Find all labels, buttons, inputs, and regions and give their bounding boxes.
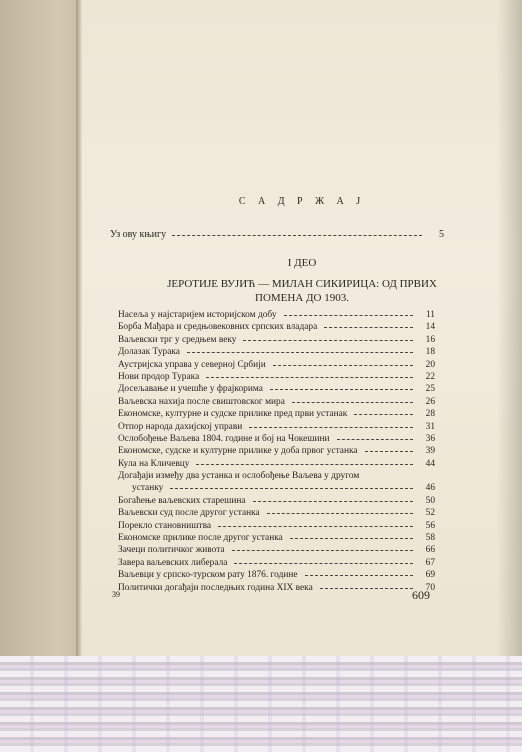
leader-dashes: [187, 352, 413, 353]
leader-dashes: [232, 550, 413, 551]
leader-dashes: [270, 389, 413, 390]
toc-entry-page: 52: [425, 508, 435, 519]
toc-entry-title: Порекло становништва: [118, 520, 212, 531]
leader-dashes: [234, 563, 413, 564]
toc-entry-title: Нови продор Турака: [118, 371, 200, 382]
toc-entry-title: Ваљевски трг у средњем веку: [118, 334, 237, 345]
leader-dashes: [196, 464, 413, 465]
toc-entry: [118, 396, 435, 408]
part-label: I ДЕО: [287, 257, 317, 269]
leader-dashes: [243, 340, 413, 341]
toc-entry-title: Зачеци политичког живота: [118, 545, 225, 556]
toc-entry-page: 26: [425, 396, 435, 407]
leader-dashes: [324, 327, 413, 328]
leader-dashes: [206, 377, 413, 378]
toc-entry-page: 56: [425, 520, 435, 531]
table-of-contents: [118, 309, 435, 594]
toc-entry-page: 69: [425, 570, 435, 581]
toc-entry: [118, 569, 435, 581]
toc-entry-title: Отпор народа дахијској управи: [118, 421, 243, 432]
toc-entry-page: 50: [425, 495, 435, 506]
toc-entry-title: Ослобођење Ваљева 1804. године и бој на Чокешини: [118, 433, 330, 444]
toc-entry-title: Долазак Турака: [118, 347, 180, 358]
toc-entry-title: устанку: [132, 483, 164, 494]
toc-entry-page: 5: [439, 229, 444, 240]
toc-entry-title: Ваљевци у српско-турском рату 1876. године: [118, 570, 298, 581]
toc-entry: [118, 495, 435, 507]
toc-entry-title: Насеља у најстаријем историјском добу: [118, 310, 277, 320]
toc-entry-page: 25: [425, 384, 435, 395]
toc-entry-title: Борба Мађара и средњовековних српских владара: [118, 322, 318, 333]
toc-entry-page: 14: [425, 322, 435, 333]
toc-entry: [118, 470, 435, 482]
toc-entry-page: 22: [425, 371, 435, 382]
toc-entry-title: Економске прилике после другог устанка: [118, 533, 283, 544]
part-title-line: ЈЕРОТИЈЕ ВУЈИЋ — МИЛАН СИКИРИЦА: ОД ПРВИХ: [167, 278, 437, 290]
leader-dashes: [253, 501, 413, 502]
leader-dashes: [337, 439, 413, 440]
toc-entry-title: Кула на Кличевцу: [118, 458, 190, 469]
part-title-line: ПОМЕНА ДО 1903.: [255, 292, 349, 304]
toc-entry-title: Досељавање и учешће у фрајкорима: [118, 384, 263, 395]
toc-entry-page: 11: [425, 310, 435, 320]
leader-dashes: [284, 315, 413, 316]
toc-entry: [118, 520, 435, 532]
toc-entry: [118, 544, 435, 556]
toc-entry-page: 70: [425, 582, 435, 593]
toc-entry-page: 58: [425, 533, 435, 544]
leader-dashes: [267, 513, 413, 514]
leader-dashes: [273, 365, 413, 366]
toc-entry-page: 67: [425, 557, 435, 568]
toc-entry-page: 39: [425, 446, 435, 457]
toc-entry: [118, 309, 435, 321]
leader-dashes: [249, 427, 413, 428]
leader-dashes: [218, 526, 413, 527]
toc-entry: [118, 582, 435, 594]
toc-entry: [118, 371, 435, 383]
background-fabric: [0, 656, 522, 752]
book-cover-edge: [0, 0, 82, 656]
toc-entry-title: Богаћење ваљевских старешина: [118, 495, 246, 506]
leader-dashes: [172, 235, 422, 236]
leader-dashes: [365, 451, 413, 452]
toc-entry-title: Уз ову књигу: [110, 229, 167, 240]
leader-dashes: [320, 588, 413, 589]
toc-entry: [118, 507, 435, 519]
leader-dashes: [305, 575, 413, 576]
toc-entry-title: Политички догађаји последњих година XIX века: [118, 582, 313, 593]
leader-dashes: [292, 402, 413, 403]
toc-entry-title: Ваљевска нахија после свиштовског мира: [118, 396, 285, 407]
toc-entry: [118, 433, 435, 445]
leader-dashes: [170, 488, 413, 489]
toc-entry: [118, 458, 435, 470]
toc-entry: [118, 445, 435, 457]
page-title: С А Д Р Ж А Ј: [238, 196, 366, 207]
page-shadow: [497, 0, 522, 656]
toc-entry: [118, 421, 435, 433]
toc-entry: [118, 321, 435, 333]
toc-entry-page: 46: [425, 483, 435, 494]
toc-entry: [118, 532, 435, 544]
toc-entry-page: 44: [425, 458, 435, 469]
toc-entry-title: Аустријска управа у северној Србији: [118, 359, 266, 370]
toc-entry-page: 36: [425, 433, 435, 444]
toc-entry-page: 31: [425, 421, 435, 432]
page-number: 609: [412, 588, 430, 602]
leader-dashes: [290, 538, 413, 539]
toc-entry-title: Завера ваљевских либерала: [118, 557, 228, 568]
toc-entry: [118, 383, 435, 395]
toc-entry: [118, 408, 435, 420]
toc-entry: [118, 346, 435, 358]
toc-entry-title: Ваљевски суд после другог устанка: [118, 508, 260, 519]
printer-signature: 39: [112, 590, 120, 599]
toc-entry-page: 20: [425, 359, 435, 370]
toc-entry-title: Економске, културне и судске прилике пред први устанак: [118, 409, 348, 420]
toc-entry: [118, 359, 435, 371]
toc-entry-page: 16: [425, 334, 435, 345]
toc-entry-title: Економске, судске и културне прилике у доба првог устанка: [118, 446, 358, 457]
toc-entry-page: 66: [425, 545, 435, 556]
toc-entry-title: Догађаји између два устанка и ослобођење Ваљева у другом: [118, 471, 360, 482]
part-title: [82, 277, 522, 305]
leader-dashes: [354, 414, 413, 415]
toc-entry: [118, 334, 435, 346]
toc-entry-page: 18: [425, 347, 435, 358]
toc-entry: [118, 557, 435, 569]
toc-entry: [118, 482, 435, 494]
toc-entry-page: 28: [425, 409, 435, 420]
